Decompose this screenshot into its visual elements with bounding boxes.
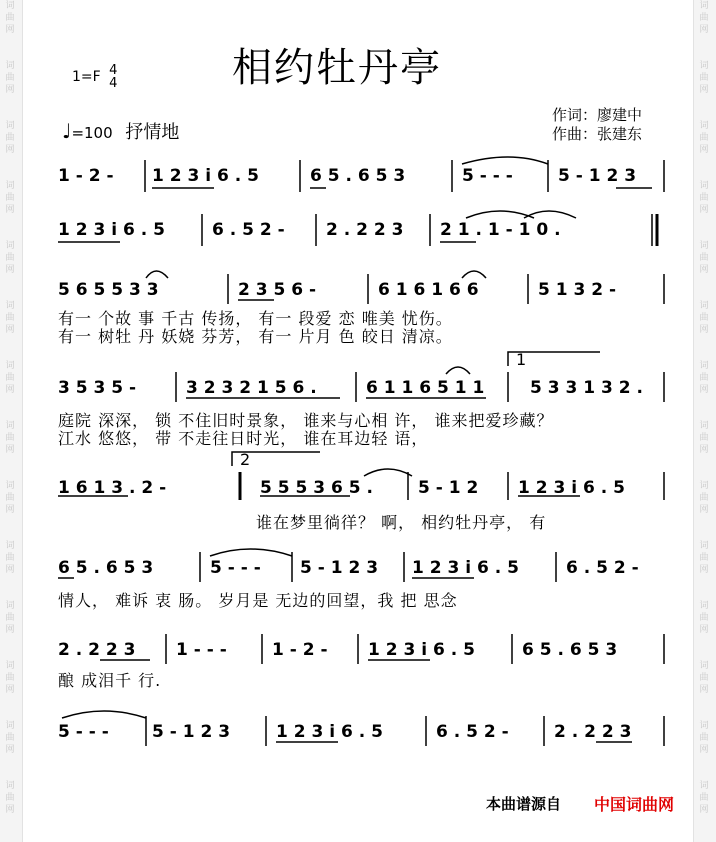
- watermark-text: 词 曲 网: [5, 1, 15, 35]
- watermark-text: 词 曲 网: [5, 481, 15, 515]
- row1-m1: 1 - 2 -: [58, 166, 114, 186]
- row3-m4: 5 1 3 2 -: [538, 280, 617, 300]
- watermark-text: 词 曲 网: [5, 601, 15, 635]
- row4-m4: 5 3 3 1 3 2 .: [530, 378, 643, 398]
- row3-m1: 5 6 5 5 3 3: [58, 280, 159, 300]
- quarter-note-icon: ♩: [62, 119, 72, 143]
- key-text: 1=F: [72, 69, 101, 85]
- row2-m3: 2 . 2 2 3: [326, 220, 404, 240]
- row4-m3: 6 1 1 6 5 1 1: [366, 378, 485, 398]
- slur: [146, 271, 168, 278]
- watermark-text: 词 曲 网: [699, 61, 709, 95]
- watermark-text: 词 曲 网: [5, 721, 15, 755]
- row7-m1: 2 . 2 2 3: [58, 640, 136, 660]
- time-top: 4: [109, 63, 118, 78]
- volta-2-label: 2: [240, 450, 251, 469]
- lyrics-row6: 情人， 难诉 衷 肠。 岁月是 无边的回望，我 把 思念: [58, 591, 458, 610]
- watermark-text: 词 曲 网: [699, 601, 709, 635]
- row5-m1: 1 6 1 3 . 2 -: [58, 478, 167, 498]
- lyrics-row7: 酿 成泪千 行.: [58, 671, 162, 690]
- watermark-text: 词 曲 网: [5, 241, 15, 275]
- slur: [446, 367, 470, 374]
- watermark-text: 词 曲 网: [699, 121, 709, 155]
- row8-m4: 6 . 5 2 -: [436, 722, 509, 742]
- row2-m1: 1 2 3 i 6 . 5: [58, 220, 165, 240]
- row7-m4: 1 2 3 i 6 . 5: [368, 640, 475, 660]
- volta-2-bracket: [232, 452, 320, 466]
- watermark-text: 词 曲 网: [699, 181, 709, 215]
- watermark-text: 词 曲 网: [5, 301, 15, 335]
- row3-m3: 6 1 6 1 6 6: [378, 280, 479, 300]
- watermark-text: 词 曲 网: [5, 421, 15, 455]
- watermark-text: 词 曲 网: [699, 541, 709, 575]
- lyrics-row4-verse1: 庭院 深深， 锁 不住旧时景象， 谁来与心相 许， 谁来把爱珍藏？: [58, 411, 554, 430]
- row7-m2: 1 - - -: [176, 640, 227, 660]
- watermark-text: 词 曲 网: [5, 181, 15, 215]
- watermark-text: 词 曲 网: [5, 361, 15, 395]
- lyrics-row3-verse2: 有一 树牡 丹 妖娆 芬芳， 有一 片月 色 皎日 清凉。: [58, 327, 453, 346]
- row5-m3: 5 - 1 2: [418, 478, 479, 498]
- lyrics-row3-verse1: 有一 个故 事 千古 传扬， 有一 段爱 恋 唯美 忧伤。: [58, 309, 453, 328]
- watermark-text: 词 曲 网: [699, 301, 709, 335]
- row1-m5: 5 - 1 2 3: [558, 166, 637, 186]
- watermark-text: 词 曲 网: [699, 241, 709, 275]
- row2-m4: 2 1 . 1 - 1 0 .: [440, 220, 561, 240]
- volta-1-label: 1: [516, 350, 527, 369]
- watermark-text: 词 曲 网: [5, 121, 15, 155]
- row6-m4: 1 2 3 i 6 . 5: [412, 558, 519, 578]
- watermark-text: 词 曲 网: [5, 661, 15, 695]
- watermark-text: 词 曲 网: [5, 541, 15, 575]
- expression-text: 抒情地: [125, 122, 180, 143]
- row8-m5: 2 . 2 2 3: [554, 722, 632, 742]
- row4-m2: 3 2 3 2 1 5 6 .: [186, 378, 317, 398]
- row2-m2: 6 . 5 2 -: [212, 220, 285, 240]
- slur: [364, 469, 412, 476]
- row6-m2: 5 - - -: [210, 558, 261, 578]
- song-title: 相约牡丹亭: [232, 45, 442, 91]
- row5-m4: 1 2 3 i 6 . 5: [518, 478, 625, 498]
- row3-m2: 2 3 5 6 -: [238, 280, 317, 300]
- row8-m3: 1 2 3 i 6 . 5: [276, 722, 383, 742]
- watermark-text: 词 曲 网: [699, 481, 709, 515]
- slur: [210, 549, 292, 556]
- slur: [62, 711, 146, 718]
- lyricist-credit: 作词：廖建中: [552, 106, 643, 124]
- row8-m2: 5 - 1 2 3: [152, 722, 231, 742]
- row6-m1: 6 5 . 6 5 3: [58, 558, 154, 578]
- row1-m3: 6 5 . 6 5 3: [310, 166, 406, 186]
- slur: [462, 157, 548, 164]
- row8-m1: 5 - - -: [58, 722, 109, 742]
- tempo-value: =100: [71, 124, 113, 142]
- row1-m2: 1 2 3 i 6 . 5: [152, 166, 259, 186]
- row6-m5: 6 . 5 2 -: [566, 558, 639, 578]
- watermark-text: 词 曲 网: [5, 61, 15, 95]
- row1-m4: 5 - - -: [462, 166, 513, 186]
- row7-m3: 1 - 2 -: [272, 640, 328, 660]
- slur: [466, 211, 534, 218]
- watermark-text: 词 曲 网: [699, 421, 709, 455]
- watermark-text: 词 曲 网: [699, 661, 709, 695]
- watermark-text: 词 曲 网: [699, 1, 709, 35]
- composer-credit: 作曲：张建东: [552, 125, 643, 143]
- source-label: 本曲谱源自: [486, 795, 562, 813]
- watermark-text: 词 曲 网: [5, 781, 15, 815]
- watermark-text: 词 曲 网: [699, 781, 709, 815]
- lyrics-row5: 谁在梦里徜徉？ 啊， 相约牡丹亭， 有: [256, 513, 547, 532]
- row7-m5: 6 5 . 6 5 3: [522, 640, 618, 660]
- source-site-link[interactable]: 中国词曲网: [594, 795, 675, 814]
- time-bottom: 4: [109, 76, 118, 91]
- row5-m2: 5 5 5 3 6 5 .: [260, 478, 373, 498]
- lyrics-row4-verse2: 江水 悠悠， 带 不走往日时光， 谁在耳边轻 语，: [58, 429, 429, 448]
- slur: [462, 271, 486, 278]
- row4-m1: 3 5 3 5 -: [58, 378, 137, 398]
- row6-m3: 5 - 1 2 3: [300, 558, 379, 578]
- volta-1-bracket: [508, 352, 600, 366]
- watermark-text: 词 曲 网: [699, 361, 709, 395]
- watermark-text: 词 曲 网: [699, 721, 709, 755]
